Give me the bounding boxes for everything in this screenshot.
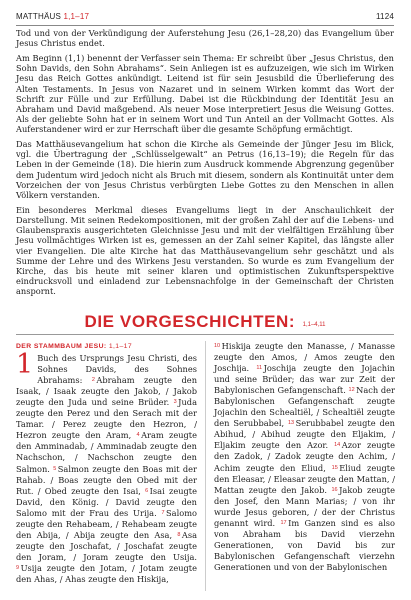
verse-number: 8 [177, 531, 181, 538]
intro-paragraph: Ein besonderes Merkmal dieses Evangeliums liegt in der Anschaulichkeit der Darstellung. Mit seinen Redekompositionen, mit der großen Zahl der auf die Lebens- und Glaubenspraxis ausgerichteten Gleichnisse Jesu und mit der vielfältigen Erzählung über Jesu vollmächtiges Wirken ist es, gemessen an der Zahl seiner Kapitel, das längste aller vier Evangelien. Die alte Kirche hat das Matthäusevangelium sehr geschätzt und als Summe der Lehre und des Wirkens Jesu verstanden. So wurde es zum Evangelium der Kirche, das bis heute mit seiner klaren und optimistischen Zukunftsperspektive eindrucksvoll und einladend zur Lebensnachfolge in der Gemeinschaft der Christen anspornt. [16, 204, 394, 297]
verse [16, 563, 197, 584]
verse-number: 17 [280, 519, 287, 526]
verse-number: 2 [91, 377, 95, 384]
text-column-right [214, 341, 395, 573]
verse-text: Salmon zeugte den Boas mit der Rahab. / Boas zeugte den Obed mit der Rut. / Obed zeugte den Isai, [16, 463, 197, 496]
verse-text: Nach der Babylonischen Gefangenschaft zeugte Jojachin den Schealtiël, / Schealtiël zeugte den Serubbabel, [214, 385, 395, 429]
verse-text: Juda zeugte den Perez und den Serach mit der Tamar. / Perez zeugte den Hezron, / Hezron zeugte den Aram, [16, 397, 197, 441]
section-title: DIE VORGESCHICHTEN: [84, 312, 296, 331]
header-chapter-reference: 1,1–17 [63, 12, 90, 21]
verses-right [214, 341, 395, 573]
verse-text: Serubbabel zeugte den Abihud, / Abihud zeugte den Eljakim, / Eljakim zeugte den Azor. [214, 418, 395, 451]
verse-text: Salomo zeugte den Rehabeam, / Rehabeam zeugte den Abija, / Abija zeugte den Asa, [16, 507, 197, 540]
verse-text: Abraham zeugte den Isaak, / Isaak zeugte den Jakob, / Jakob zeugte den Juda und seine Brüder. [16, 375, 198, 408]
verse-text: Eliud zeugte den Eleasar, / Eleasar zeugte den Mattan, / Mattan zeugte den Jakob. [214, 462, 395, 495]
verse-number: 3 [173, 399, 177, 406]
verse-number: 12 [348, 387, 355, 394]
intro-paragraph: Am Beginn (1,1) benennt der Verfasser sein Thema: Er schreibt über „Jesus Christus, den Sohn Davids, den Sohn Abrahams“. Sein Anliegen ist es aufzuzeigen, wie sich im Wirken Jesu das Reich Gottes ankündigt. Leitend ist für sein Jesusbild die Überlieferung des Alten Testaments. In Jesus von Nazaret und in seinem Wirken kommt das Wort der Schrift zur Fülle und zur Erfüllung. Dabei ist die Rückbindung der Identität Jesu an Abraham und David maßgebend. Als neuer Mose interpretiert Jesus die Weisung Gottes. Als der geliebte Sohn hat er in seinem Wort und Tun Anteil an der Vollmacht Gottes. Als Auferstandener wird er zur Herrschaft über die gesamte Schöpfung ermächtigt. [16, 52, 394, 135]
verse-text: Hiskija zeugte den Manasse, / Manasse zeugte den Amos, / Amos zeugte den Joschija. [214, 341, 395, 374]
header-book-reference [16, 12, 89, 21]
verse-number: 10 [214, 343, 221, 349]
passage-heading-title: DER STAMMBAUM JESU: [16, 343, 107, 350]
intro-paragraph: Tod und von der Verkündigung der Auferstehung Jesu (26,1–28,20) das Evangelium über Jesus Christus endet. [16, 28, 394, 49]
verse-text: Usija zeugte den Jotam, / Jotam zeugte den Ahas, / Ahas zeugte den Hiskija, [16, 562, 197, 584]
verse-text: Aram zeugte den Amminadab, / Amminadab zeugte den Nachschon, / Nachschon zeugte den Salmon. [16, 430, 197, 474]
section-divider [16, 334, 394, 335]
verse-number: 9 [16, 564, 20, 571]
running-header [16, 12, 394, 24]
verses-left [16, 349, 198, 585]
introduction-text [16, 28, 394, 297]
verse-text: Joschija zeugte den Jojachin und seine Brüder; das war zur Zeit der Babylonischen Gefangenschaft. [214, 363, 395, 396]
verse-text: Jakob zeugte den Josef, den Mann Marias; / von ihr wurde Jesus geboren, / der der Christus genannt wird. [214, 484, 395, 528]
verse-text: Im Ganzen sind es also von Abraham bis David vierzehn Generationen, von David bis zur Babylonischen Gefangenschaft vierzehn Generationen und von der Babylonischen [214, 517, 395, 572]
intro-paragraph: Das Matthäusevangelium hat schon die Kirche als Gemeinde der Jünger Jesu im Blick, vgl. die Übertragung der „Schlüsselgewalt“ an Petrus (16,13–19); die Regeln für das Leben in der Gemeinde (18). Die hierin zum Ausdruck kommende Abgrenzung gegenüber dem Judentum wird jedoch nicht als Bruch mit diesem, sondern als Kontinuität unter dem Vorzeichen der von Jesus Christus verbürgten Liebe Gottes zu den Menschen in allen Völkern verstanden. [16, 139, 394, 201]
verse-text: Asa zeugte den Joschafat, / Joschafat zeugte den Joram, / Joram zeugte den Usija. [16, 529, 197, 562]
text-column-left [16, 341, 197, 585]
verse-number: 7 [161, 509, 165, 516]
page-number: 1124 [375, 12, 394, 21]
verse-number: 13 [287, 420, 295, 427]
header-divider [16, 25, 394, 26]
chapter-number: 1 [16, 349, 34, 381]
section-reference: 1,1–4,11 [302, 322, 326, 328]
section-heading [16, 312, 394, 334]
column-divider [205, 341, 206, 591]
verse-text: Buch des Ursprungs Jesu Christi, des Sohnes Davids, des Sohnes Abrahams: [37, 353, 197, 386]
verse-number: 6 [145, 487, 149, 494]
verse-text: Azor zeugte den Zadok, / Zadok zeugte den Achim, / Achim zeugte den Eliud, [214, 440, 395, 473]
passage-heading [16, 341, 197, 352]
passage-heading-reference: 1,1–17 [108, 343, 133, 350]
verse-number: 5 [53, 465, 57, 472]
header-book-name: MATTHÄUS [16, 12, 62, 21]
verse-text: Isai zeugte David, den König. / David zeugte den Salomo mit der Frau des Urija. [16, 485, 197, 518]
verse-number: 15 [331, 464, 338, 471]
verse-number: 4 [136, 432, 140, 439]
verse-number: 14 [334, 442, 341, 449]
verse-number: 11 [256, 365, 263, 372]
verse-number: 16 [331, 486, 338, 493]
